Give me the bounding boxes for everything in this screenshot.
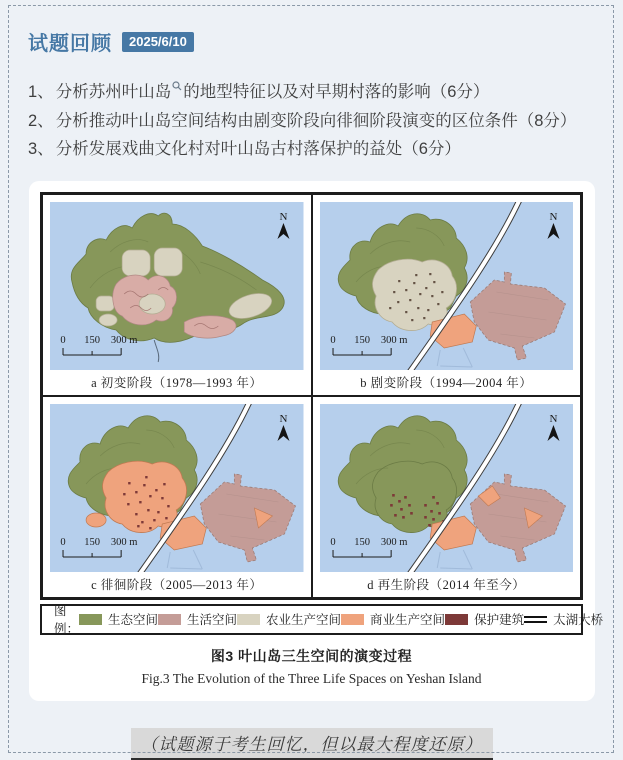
legend-item-biz — [341, 610, 445, 628]
question-list — [28, 72, 595, 164]
map-panel-a — [42, 194, 312, 396]
svg-text:150: 150 — [84, 536, 100, 548]
map-d — [313, 397, 581, 572]
legend-text-eco: 生态空间 — [108, 613, 159, 627]
legend-text-agri: 农业生产空间 — [266, 613, 342, 627]
legend-swatch-agri — [237, 614, 260, 625]
question-2 — [28, 107, 595, 136]
footer — [0, 728, 623, 760]
question-1 — [28, 72, 595, 107]
legend — [40, 604, 604, 636]
panel-caption-b: b 剧变阶段（1994—2004 年） — [360, 376, 533, 390]
legend-text-life: 生活空间 — [187, 613, 238, 627]
legend-text-biz: 商业生产空间 — [370, 613, 446, 627]
svg-text:0: 0 — [329, 334, 336, 346]
north-label-c: N — [279, 412, 288, 425]
svg-text:0: 0 — [329, 536, 336, 548]
question-1-number: 1、 — [28, 83, 54, 101]
panel-caption-d: d 再生阶段（2014 年至今） — [367, 578, 526, 592]
svg-text:150: 150 — [353, 334, 370, 346]
map-b — [313, 195, 581, 370]
figure — [40, 192, 604, 687]
svg-text:300 m: 300 m — [110, 334, 138, 346]
figure-card — [29, 181, 604, 701]
question-3-text: 分析发展戏曲文化村对叶山岛古村落保护的益处（6分） — [55, 140, 461, 158]
question-2-number: 2、 — [28, 111, 54, 130]
figure-caption-cn: 图3 叶山岛三生空间的演变过程 — [210, 647, 413, 664]
svg-text:0: 0 — [60, 536, 66, 548]
svg-text:300 m: 300 m — [380, 536, 407, 548]
question-1-text-pre: 分析苏州叶山岛 — [55, 83, 172, 101]
legend-swatch-protect — [445, 614, 468, 625]
panel-caption-a: a 初变阶段（1978—1993 年） — [91, 376, 263, 390]
legend-item-agri — [237, 610, 341, 628]
svg-text:150: 150 — [84, 334, 100, 346]
svg-text:150: 150 — [353, 536, 370, 548]
legend-swatch-eco — [79, 614, 102, 625]
legend-text-bridge: 太湖大桥 — [553, 613, 604, 627]
legend-item-life — [158, 610, 237, 628]
legend-item-eco — [79, 610, 158, 628]
question-1-text-post: 的地型特征以及对早期村落的影响（6分） — [183, 83, 490, 101]
question-3-number: 3、 — [28, 140, 54, 158]
map-c — [43, 397, 311, 572]
question-3 — [28, 135, 595, 164]
svg-text:300 m: 300 m — [110, 536, 138, 548]
legend-item-protect — [445, 610, 524, 628]
date-badge: 2025/6/10 — [122, 32, 194, 52]
legend-swatch-biz — [341, 614, 364, 625]
legend-label: 图例： — [54, 604, 80, 636]
map-panel-c — [42, 396, 312, 598]
map-grid — [40, 192, 583, 600]
north-label-b: N — [548, 210, 557, 223]
legend-item-bridge — [524, 610, 603, 628]
header — [0, 0, 623, 56]
search-icon[interactable] — [172, 72, 182, 101]
legend-bridge-symbol — [524, 616, 547, 623]
map-a — [43, 195, 311, 370]
north-label-d: N — [548, 412, 557, 425]
map-panel-d — [312, 396, 582, 598]
north-label-a: N — [279, 210, 288, 223]
legend-swatch-life — [158, 614, 181, 625]
question-2-text: 分析推动叶山岛空间结构由剧变阶段向徘徊阶段演变的区位条件（8分） — [55, 111, 577, 130]
footer-note: （试题源于考生回忆，但以最大程度还原） — [131, 728, 493, 760]
panel-caption-c: c 徘徊阶段（2005—2013 年） — [91, 578, 263, 592]
svg-text:300 m: 300 m — [380, 334, 407, 346]
map-panel-b — [312, 194, 582, 396]
figure-caption-en: Fig.3 The Evolution of the Three Life Spaces on Yeshan Island — [141, 670, 482, 686]
legend-text-protect: 保护建筑 — [474, 613, 525, 627]
page-title: 试题回顾 — [28, 33, 112, 55]
svg-text:0: 0 — [60, 334, 66, 346]
